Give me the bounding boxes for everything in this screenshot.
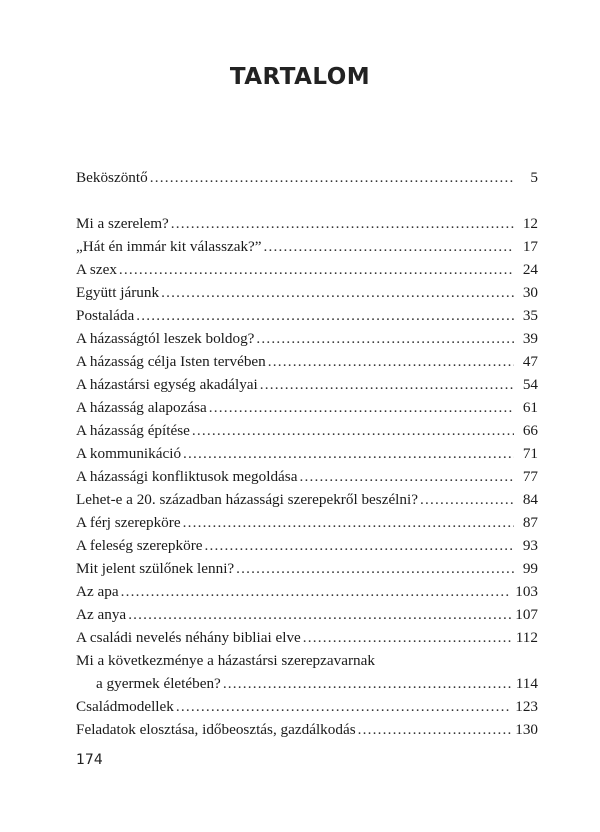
dot-leader [161, 281, 514, 304]
toc-entry-label: A férj szerepköre [76, 514, 181, 531]
dot-leader [119, 258, 514, 281]
toc-entry[interactable] [76, 304, 538, 327]
dot-leader [192, 419, 514, 442]
toc-entry-label: Postaláda [76, 307, 135, 324]
toc-entry-page: 103 [515, 583, 538, 600]
toc-entry-label: Az anya [76, 606, 127, 623]
dot-leader [150, 166, 514, 189]
toc-entry-page: 24 [522, 261, 538, 278]
toc-entry[interactable] [76, 419, 538, 442]
dot-leader [183, 511, 514, 534]
toc-entry-page: 30 [522, 284, 538, 301]
table-of-contents [76, 166, 538, 741]
toc-entry[interactable] [76, 350, 538, 373]
toc-entry-label: A kommunikáció [76, 445, 182, 462]
toc-entry-label: A családi nevelés néhány bibliai elve [76, 629, 301, 646]
toc-entry[interactable] [76, 235, 538, 258]
dot-leader [205, 534, 515, 557]
page-number: 174 [76, 752, 103, 768]
toc-entry-label: Lehet-e a 20. században házassági szerepekről beszélni? [76, 491, 418, 508]
toc-entry-page: 99 [522, 560, 538, 577]
toc-entry-page: 39 [522, 330, 538, 347]
dot-leader [183, 442, 514, 465]
toc-entry[interactable] [76, 166, 538, 189]
toc-entry-page: 35 [522, 307, 538, 324]
dot-leader [256, 327, 514, 350]
toc-entry[interactable] [76, 212, 538, 235]
toc-entry-page: 54 [522, 376, 538, 393]
toc-entry[interactable] [76, 603, 538, 626]
toc-entry-label: Családmodellek [76, 698, 174, 715]
toc-entry-page: 93 [522, 537, 538, 554]
toc-entry-label: A házastársi egység akadályai [76, 376, 258, 393]
toc-entry-page: 114 [515, 675, 538, 692]
toc-entry[interactable] [76, 281, 538, 304]
toc-entry-page: 107 [515, 606, 538, 623]
dot-leader [128, 603, 511, 626]
dot-leader [136, 304, 514, 327]
toc-entry[interactable] [76, 488, 538, 511]
dot-leader [236, 557, 514, 580]
toc-entry-page: 123 [515, 698, 538, 715]
toc-entry-label: Mi a szerelem? [76, 215, 169, 232]
toc-entry-page: 84 [522, 491, 538, 508]
dot-leader [268, 350, 514, 373]
toc-entry[interactable] [76, 580, 538, 603]
toc-entry-label: A házasság célja Isten tervében [76, 353, 266, 370]
dot-leader [264, 235, 514, 258]
toc-entry-label: Mit jelent szülőnek lenni? [76, 560, 235, 577]
toc-entry[interactable] [76, 672, 538, 695]
toc-entry[interactable] [76, 557, 538, 580]
dot-leader [260, 373, 514, 396]
toc-entry-page: 87 [522, 514, 538, 531]
toc-entry-label: A szex [76, 261, 117, 278]
toc-entry[interactable] [76, 373, 538, 396]
toc-entry-page: 12 [522, 215, 538, 232]
toc-entry-page: 5 [530, 169, 538, 186]
toc-entry-label: Beköszöntő [76, 169, 148, 186]
toc-entry[interactable] [76, 511, 538, 534]
toc-entry-label-first-line[interactable]: Mi a következménye a házastársi szerepzavarnak [76, 652, 375, 669]
dot-leader [358, 718, 512, 741]
toc-entry[interactable] [76, 695, 538, 718]
toc-entry-page: 77 [522, 468, 538, 485]
toc-entry-label: Együtt járunk [76, 284, 160, 301]
dot-leader [171, 212, 514, 235]
toc-entry-label: A házassági konfliktusok megoldása [76, 468, 298, 485]
toc-entry-label: a gyermek életében? [96, 675, 221, 692]
toc-entry-page: 66 [522, 422, 538, 439]
toc-entry-page: 61 [522, 399, 538, 416]
toc-entry-label: „Hát én immár kit válasszak?” [76, 238, 262, 255]
dot-leader [121, 580, 512, 603]
toc-entry[interactable] [76, 396, 538, 419]
toc-entry-label: Feladatok elosztása, időbeosztás, gazdálkodás [76, 721, 356, 738]
toc-entry-label: A feleség szerepköre [76, 537, 203, 554]
dot-leader [223, 672, 512, 695]
toc-entry-label: Az apa [76, 583, 119, 600]
toc-entry-page: 130 [515, 721, 538, 738]
toc-entry[interactable] [76, 442, 538, 465]
page-title: TARTALOM [229, 64, 371, 90]
toc-entry-label: A házasságtól leszek boldog? [76, 330, 255, 347]
toc-entry-label: A házasság építése [76, 422, 190, 439]
toc-entry[interactable] [76, 718, 538, 741]
dot-leader [303, 626, 512, 649]
toc-entry[interactable] [76, 534, 538, 557]
toc-entry-page: 47 [522, 353, 538, 370]
dot-leader [176, 695, 511, 718]
toc-entry[interactable] [76, 258, 538, 281]
dot-leader [420, 488, 514, 511]
toc-entry-page: 71 [522, 445, 538, 462]
toc-entry-label: A házasság alapozása [76, 399, 207, 416]
toc-entry[interactable] [76, 626, 538, 649]
toc-entry-page: 112 [515, 629, 538, 646]
toc-entry[interactable] [76, 327, 538, 350]
toc-entry-page: 17 [522, 238, 538, 255]
dot-leader [299, 465, 514, 488]
dot-leader [209, 396, 514, 419]
toc-entry[interactable] [76, 465, 538, 488]
